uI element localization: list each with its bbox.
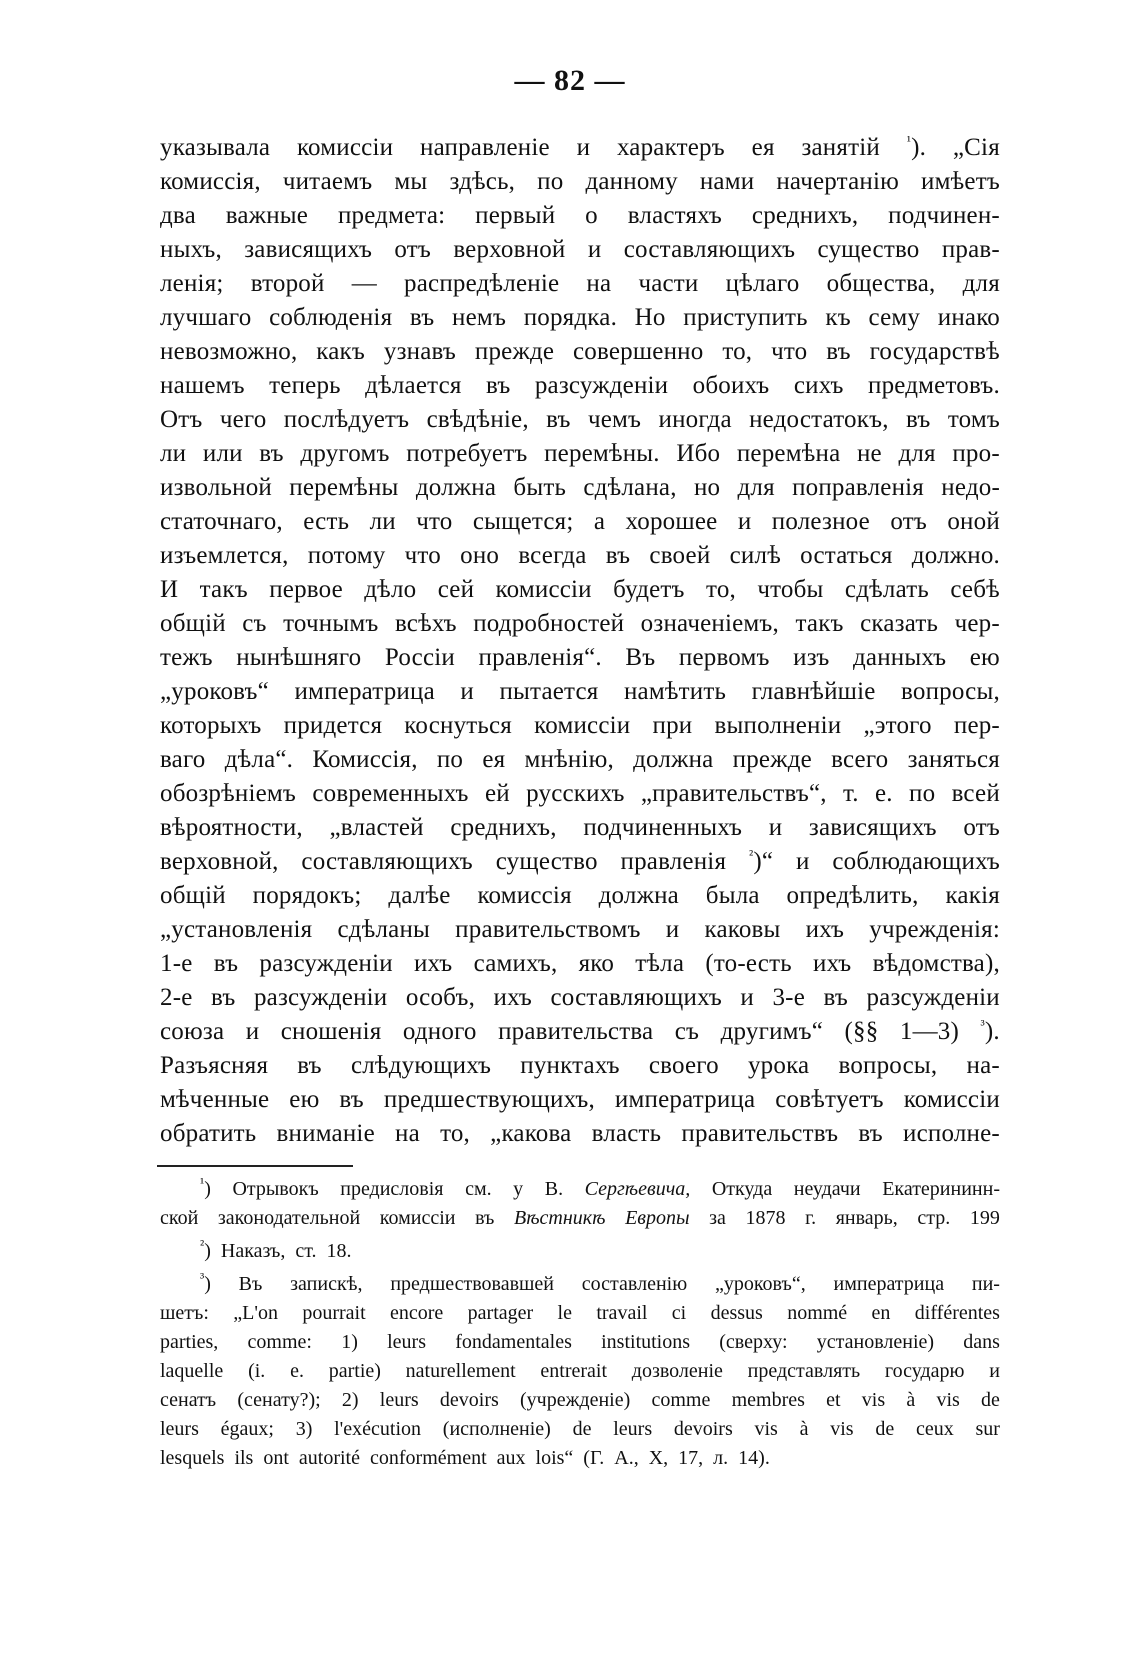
body-line: лучшаго соблюденія въ немъ порядка. Но приступить къ сему инако (160, 304, 1000, 331)
body-line: ныхъ, зависящихъ отъ верховной и составляющихъ существо прав- (160, 236, 1000, 263)
footnote-line: lesquels ils ont autorité conformément aux lois“ (Г. А., X, 17, л. 14). (160, 1447, 770, 1469)
body-line: обратить вниманіе на то, „какова власть правительствъ въ исполне- (160, 1120, 1000, 1147)
body-line: ваго дѣла“. Комиссія, по ея мнѣнію, должна прежде всего заняться (160, 746, 1000, 773)
body-line: И такъ первое дѣло сей комиссіи будетъ то, чтобы сдѣлать себѣ (160, 576, 1000, 603)
body-line: обозрѣніемъ современныхъ ей русскихъ „правительствъ“, т. е. по всей (160, 780, 1000, 807)
body-line: вѣроятности, „властей среднихъ, подчиненныхъ и зависящихъ отъ (160, 814, 1000, 841)
body-line: „установленія сдѣланы правительствомъ и каковы ихъ учрежденія: (160, 916, 1000, 943)
footnote-line: сенатъ (сенату?); 2) leurs devoirs (учрежденіе) comme membres et vis à vis de (160, 1389, 1000, 1411)
body-line: союза и сношенія одного правительства съ другимъ“ (§§ 1—3) $^{^3}$). (160, 1018, 1000, 1045)
body-line: общій съ точнымъ всѣхъ подробностей означеніемъ, такъ сказать чер- (160, 610, 1000, 637)
body-line: верховной, составляющихъ существо правленія $^{^2}$)“ и соблюдающихъ (160, 848, 1000, 875)
body-line: невозможно, какъ узнавъ прежде совершенно то, что въ государствѣ (160, 338, 1000, 365)
body-line: нашемъ теперь дѣлается въ разсужденіи обоихъ сихъ предметовъ. (160, 372, 1000, 399)
footnote-divider (157, 1165, 353, 1167)
footnote-line: $^{^3}$) Въ запискѣ, предшествовавшей составленію „уроковъ“, императрица пи- (200, 1271, 1000, 1295)
footnote-line: ской законодательной комиссіи въ Вѣстникѣ Европы за 1878 г. январь, стр. 199 (160, 1207, 1000, 1229)
footnote-line: parties, comme: 1) leurs fondamentales institutions (сверху: установленіе) dans (160, 1331, 1000, 1353)
body-line: комиссія, читаемъ мы здѣсь, по данному нами начертанію имѣетъ (160, 168, 1000, 195)
body-line: извольной перемѣны должна быть сдѣлана, но для поправленія недо- (160, 474, 1000, 501)
body-line: ли или въ другомъ потребуетъ перемѣны. Ибо перемѣна не для про- (160, 440, 1000, 467)
footnote-line: leurs égaux; 3) l'exécution (исполненіе) de leurs devoirs vis à vis de ceux sur (160, 1418, 1000, 1440)
body-line: 2-е въ разсужденіи особъ, ихъ составляющихъ и 3-е въ разсужденіи (160, 984, 1000, 1011)
body-line: которыхъ придется коснуться комиссіи при выполненіи „этого пер- (160, 712, 1000, 739)
body-line: общій порядокъ; далѣе комиссія должна была опредѣлить, какія (160, 882, 1000, 909)
body-line: Отъ чего послѣдуетъ свѣдѣніе, въ чемъ иногда недостатокъ, въ томъ (160, 406, 1000, 433)
body-line: тежъ нынѣшняго Россіи правленія“. Въ первомъ изъ данныхъ ею (160, 644, 1000, 671)
body-line: мѣченные ею въ предшествующихъ, императрица совѣтуетъ комиссіи (160, 1086, 1000, 1113)
footnote-line: $^{^1}$) Отрывокъ предисловія см. у В. Сергѣевича, Откуда неудачи Екатерининн- (200, 1176, 1000, 1200)
body-line: „уроковъ“ императрица и пытается намѣтить главнѣйшіе вопросы, (160, 678, 1000, 705)
body-line: два важные предмета: первый о властяхъ среднихъ, подчинен- (160, 202, 1000, 229)
body-line: указывала комиссіи направленіе и характеръ ея занятій $^{^1}$). „Сія (160, 134, 1000, 161)
body-line: ленія; второй — распредѣленіе на части цѣлаго общества, для (160, 270, 1000, 297)
body-text (160, 131, 1000, 1151)
footnote-line: $^{^2}$) Наказъ, ст. 18. (200, 1238, 352, 1262)
footnote-line: laquelle (i. e. partie) naturellement entrerait дозволеніе представлять государю и (160, 1360, 1000, 1382)
footnote-line: шетъ: „L'on pourrait encore partager le travail ci dessus nommé en différentes (160, 1302, 1000, 1324)
body-line: статочнаго, есть ли что сыщется; а хорошее и полезное отъ оной (160, 508, 1000, 535)
body-line: 1-е въ разсужденіи ихъ самихъ, яко тѣла (то-есть ихъ вѣдомства), (160, 950, 1000, 977)
footnotes (160, 1175, 1000, 1473)
page-number: — 82 — (514, 64, 626, 97)
body-line: изъемлется, потому что оно всегда въ своей силѣ остаться должно. (160, 542, 1000, 569)
body-line: Разъясняя въ слѣдующихъ пунктахъ своего урока вопросы, на- (160, 1052, 1000, 1079)
